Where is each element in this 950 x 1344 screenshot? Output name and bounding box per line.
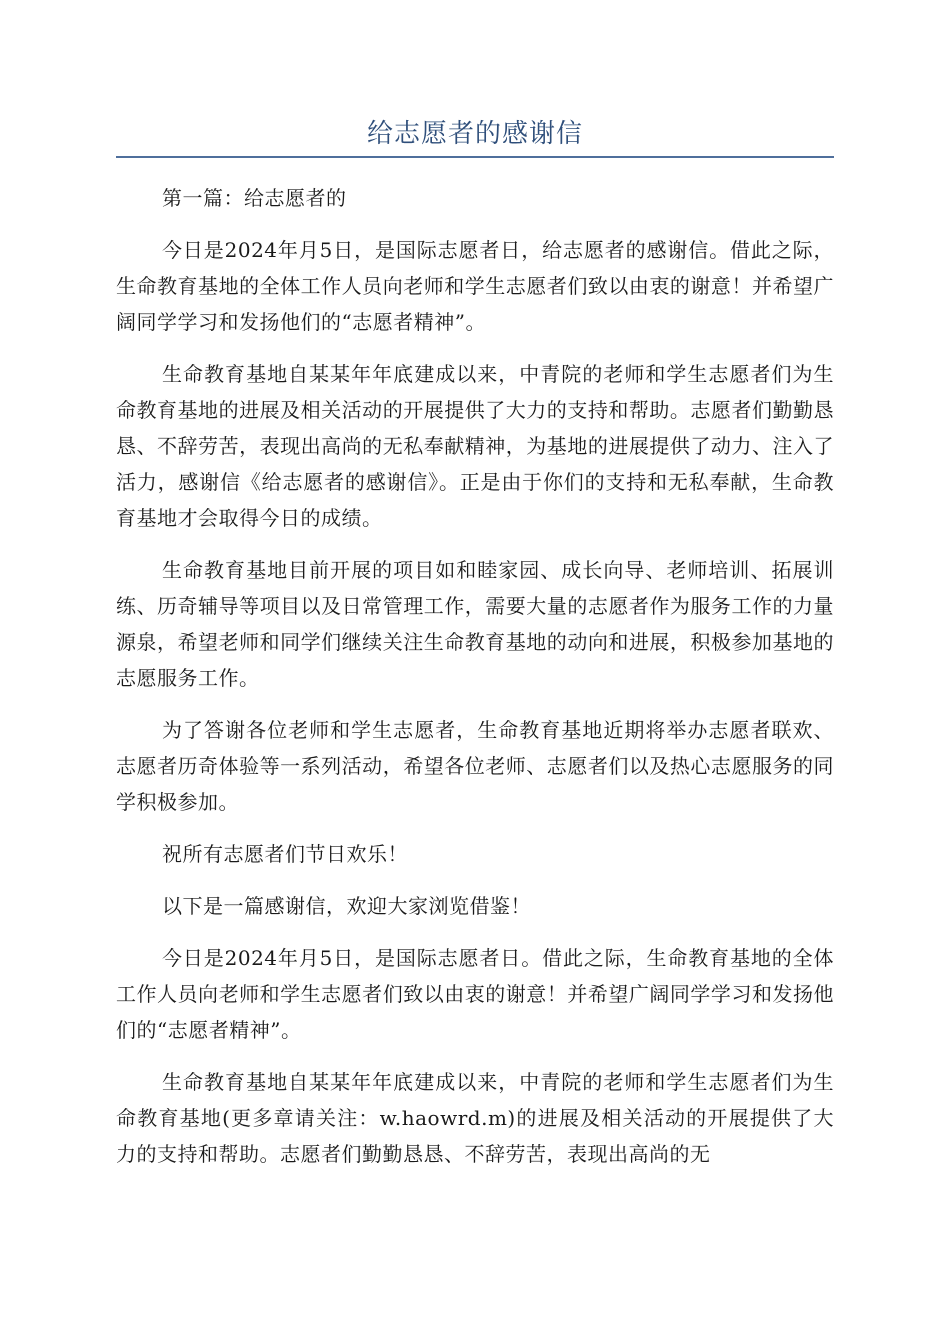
- paragraph-greeting: 祝所有志愿者们节日欢乐！: [162, 842, 408, 866]
- paragraph: 生命教育基地自某某年年底建成以来，中青院的老师和学生志愿者们为生命教育基地的进展及相关活动的开展提供了大力的支持和帮助。志愿者们勤勤恳恳、不辞劳苦，表现出高尚的无私奉献精神，为基地的进展提供了动力、注入了活力，感谢信《给志愿者的感谢信》。正是由于你们的支持和无私奉献，生命教育基地才会取得今日的成绩。: [116, 362, 834, 530]
- paragraph: 今日是2024年月5日，是国际志愿者日。借此之际，生命教育基地的全体工作人员向老师和学生志愿者们致以由衷的谢意！并希望广阔同学学习和发扬他们的“志愿者精神”。: [116, 946, 834, 1042]
- document-title: 给志愿者的感谢信: [366, 119, 583, 149]
- paragraph-intro: 以下是一篇感谢信，欢迎大家浏览借鉴！: [162, 894, 531, 918]
- paragraph: 今日是2024年月5日，是国际志愿者日，给志愿者的感谢信。借此之际，生命教育基地的全体工作人员向老师和学生志愿者们致以由衷的谢意！并希望广阔同学学习和发扬他们的“志愿者精神”。: [116, 238, 834, 334]
- paragraph: 为了答谢各位老师和学生志愿者，生命教育基地近期将举办志愿者联欢、志愿者历奇体验等一系列活动，希望各位老师、志愿者们以及热心志愿服务的同学积极参加。: [116, 718, 834, 814]
- title-underline: [116, 156, 834, 158]
- document-body: [116, 180, 834, 1172]
- paragraph-section-heading: 第一篇：给志愿者的: [162, 186, 347, 210]
- paragraph: 生命教育基地自某某年年底建成以来，中青院的老师和学生志愿者们为生命教育基地(更多章请关注：w.haowrd.m)的进展及相关活动的开展提供了大力的支持和帮助。志愿者们勤勤恳恳、不辞劳苦，表现出高尚的无: [116, 1070, 834, 1166]
- paragraph: 生命教育基地目前开展的项目如和睦家园、成长向导、老师培训、拓展训练、历奇辅导等项目以及日常管理工作，需要大量的志愿者作为服务工作的力量源泉，希望老师和同学们继续关注生命教育基地的动向和进展，积极参加基地的志愿服务工作。: [116, 558, 834, 690]
